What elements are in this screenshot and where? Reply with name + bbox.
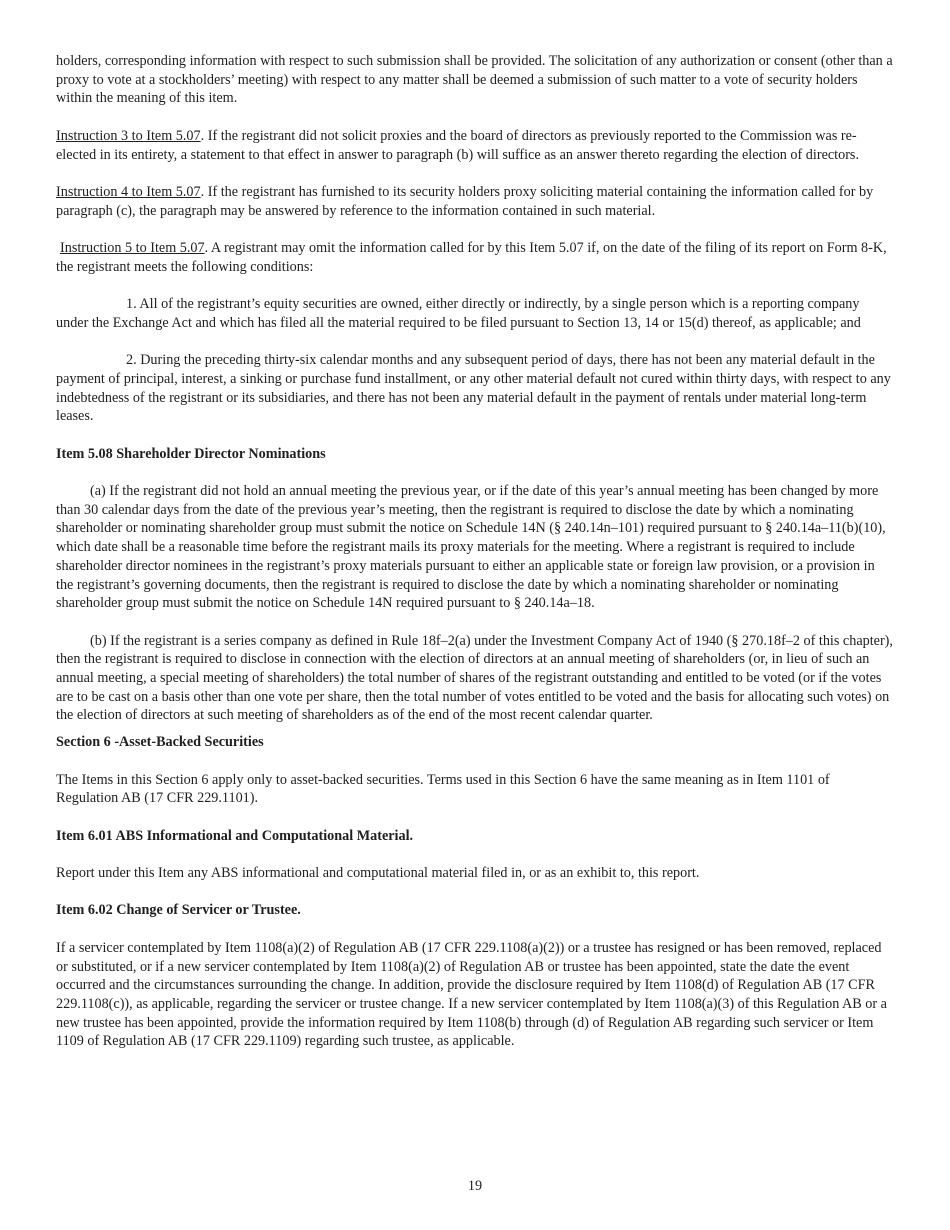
condition-2-paragraph — [56, 351, 894, 426]
item-5-08-b-paragraph — [56, 632, 894, 726]
instruction-3-label: Instruction 3 to Item 5.07 — [56, 127, 201, 144]
section-6-text: The Items in this Section 6 apply only to asset-backed securities. Terms used in this Section 6 have the same meaning as in Item 1101 of Regulation AB (17 CFR 229.1101). — [56, 771, 830, 807]
condition-1-paragraph — [56, 295, 894, 332]
item-5-08-a-paragraph — [56, 482, 894, 613]
item-6-02-text: If a servicer contemplated by Item 1108(a)(2) of Regulation AB (17 CFR 229.1108(a)(2)) or a trustee has resigned or has been removed, replaced or substituted, or if a new servicer contemplated by Item 1108(a)(2) of Regulation AB or trustee has been appointed, state the date the event occurred and the circumstances surrounding the change. In addition, provide the disclosure required by Item 1108(d) of Regulation AB (17 CFR 229.1108(c)), as applicable, regarding the servicer or trustee change. If a new servicer contemplated by Item 1108(a)(3) of this Regulation AB or a new trustee has been appointed, provide the information required by Item 1108(b) through (d) of Regulation AB regarding such servicer or Item 1109 of Regulation AB (17 CFR 229.1109) regarding such trustee, as applicable. — [56, 939, 887, 1050]
intro-text: holders, corresponding information with respect to such submission shall be provided. The solicitation of any authorization or consent (other than a proxy to vote at a stockholders’ meeting) with respect to any matter shall be deemed a submission of such matter to a vote of security holders within the meaning of this item. — [56, 53, 893, 107]
instruction-4-label: Instruction 4 to Item 5.07 — [56, 183, 201, 200]
item-6-02-paragraph — [56, 939, 894, 1051]
item-5-08-b-text: (b) If the registrant is a series company as defined in Rule 18f–2(a) under the Investment Company Act of 1940 (§ 270.18f–2 of this chapter), then the registrant is required to disclose in connection with the election of directors at an annual meeting of shareholders (or, in lieu of such an annual meeting, a special meeting of shareholders) the total number of shares of the registrant outstanding and entitled to be voted (or if the votes are to be cast on a basis other than one vote per share, then the total number of votes entitled to be voted and the basis for allocating such votes) on the election of directors at such meeting of shareholders as of the end of the most recent calendar quarter. — [56, 632, 893, 724]
instruction-3-paragraph — [56, 127, 894, 164]
intro-paragraph — [56, 52, 894, 108]
item-6-02-heading: Item 6.02 Change of Servicer or Trustee. — [56, 902, 301, 919]
instruction-5-text: . A registrant may omit the information called for by this Item 5.07 if, on the date of the filing of its report on Form 8-K, the registrant meets the following conditions: — [56, 239, 887, 275]
section-6-paragraph — [56, 771, 894, 808]
item-6-01-heading: Item 6.01 ABS Informational and Computational Material. — [56, 827, 414, 844]
item-5-08-a-text: (a) If the registrant did not hold an annual meeting the previous year, or if the date of this year’s annual meeting has been changed by more than 30 calendar days from the date of the previous year’s meeting, then the registrant is required to disclose the date by which a nominating shareholder or nominating shareholder group must submit the notice on Schedule 14N (§ 240.14n–101) required pursuant to § 240.14a–11(b)(10), which date shall be a reasonable time before the registrant mails its proxy materials for the meeting. Where a registrant is required to include shareholder director nominees in the registrant’s proxy materials pursuant to either an applicable state or foreign law provision, or a provision in the registrant’s governing documents, then the registrant is required to disclose the date by which a nominating shareholder or nominating shareholder group must submit the notice on Schedule 14N required pursuant to § 240.14a–18. — [56, 483, 886, 612]
item-5-08-heading: Item 5.08 Shareholder Director Nominations — [56, 445, 326, 462]
section-6-heading: Section 6 -Asset-Backed Securities — [56, 734, 264, 751]
instruction-5-label: Instruction 5 to Item 5.07 — [60, 239, 205, 256]
instruction-4-paragraph — [56, 183, 894, 220]
condition-1-text: 1. All of the registrant’s equity securities are owned, either directly or indirectly, by a single person which is a reporting company under the Exchange Act and which has filed all the material required to be filed pursuant to Section 13, 14 or 15(d) thereof, as applicable; and — [56, 296, 861, 331]
instruction-5-paragraph — [56, 239, 894, 276]
instruction-4-text: . If the registrant has furnished to its security holders proxy soliciting material containing the information called for by paragraph (c), the paragraph may be answered by reference to the information contained in such material. — [56, 183, 874, 219]
instruction-3-text: . If the registrant did not solicit proxies and the board of directors as previously reported to the Commission was re-elected in its entirety, a statement to that effect in answer to paragraph (b) will suffice as an answer thereto regarding the election of directors. — [56, 127, 859, 163]
item-6-01-paragraph — [56, 864, 894, 883]
item-6-01-text: Report under this Item any ABS informational and computational material filed in, or as an exhibit to, this report. — [56, 865, 700, 882]
page-number: 19 — [467, 1178, 483, 1194]
condition-2-text: 2. During the preceding thirty-six calendar months and any subsequent period of days, there has not been any material default in the payment of principal, interest, a sinking or purchase fund installment, or any other material default not cured within thirty days, with respect to any indebtedness of the registrant or its subsidiaries, and there has not been any material default in the payment of rentals under material long-term leases. — [56, 352, 891, 425]
